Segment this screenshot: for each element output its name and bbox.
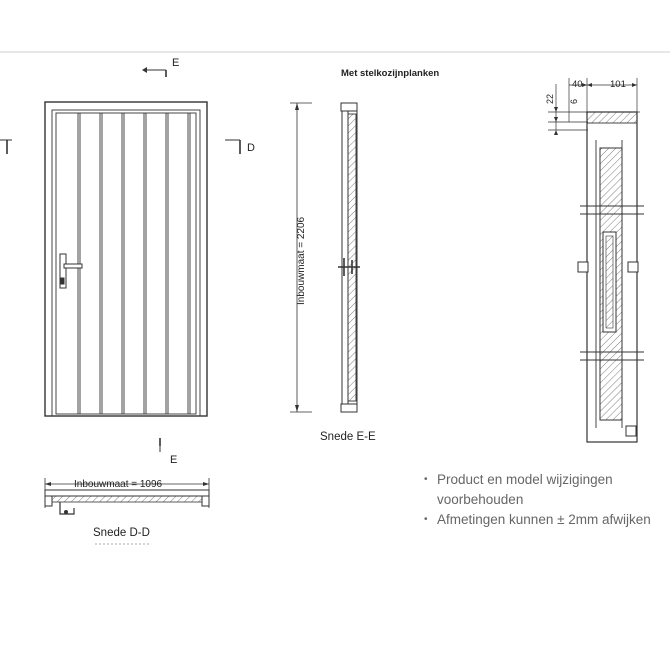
drawing-title: Met stelkozijnplanken bbox=[341, 68, 440, 79]
note-item: • Product en model wijzigingen voorbehouden bbox=[420, 470, 670, 510]
door-frame-outer bbox=[45, 102, 207, 416]
notes-list bbox=[420, 470, 670, 530]
section-dd-caption: Snede D-D bbox=[93, 527, 150, 539]
width-dimension-label: Inbouwmaat = 1096 bbox=[74, 479, 163, 490]
door-handle-front bbox=[60, 254, 82, 288]
frame-detail-drawing bbox=[548, 78, 644, 442]
door-front-view bbox=[45, 102, 207, 416]
dim-40-label: 40 bbox=[572, 79, 583, 90]
height-dimension-label: Inbouwmaat = 2206 bbox=[296, 216, 307, 305]
section-ee-caption: Snede E-E bbox=[320, 431, 376, 443]
note-item: • Afmetingen kunnen ± 2mm afwijken bbox=[420, 510, 670, 530]
dim-22-label: 22 bbox=[545, 93, 555, 104]
dim-6-label: 6 bbox=[569, 98, 579, 104]
door-frame-inner bbox=[52, 110, 200, 416]
section-marker-e-top bbox=[142, 67, 166, 77]
section-marker-d-right-label: D bbox=[247, 142, 255, 154]
section-marker-e-top-label: E bbox=[172, 57, 180, 69]
section-marker-d-left bbox=[0, 140, 12, 154]
door-planks bbox=[78, 113, 190, 414]
dim-101-label: 101 bbox=[610, 79, 626, 90]
section-marker-d-right bbox=[225, 140, 240, 154]
section-marker-e-bottom-label: E bbox=[170, 454, 178, 466]
